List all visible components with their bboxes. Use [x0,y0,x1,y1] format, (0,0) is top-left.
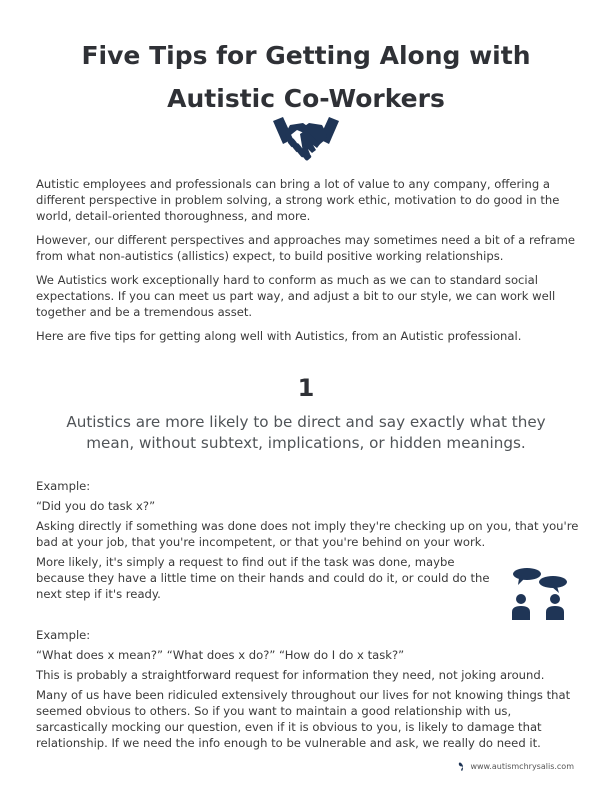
example-label: Example: [36,479,91,493]
tip-number: 1 [297,374,315,402]
page-title-line-2: Autistic Co-Workers [167,84,445,113]
intro-paragraph-2: However, our different perspectives and approaches may sometimes need a bit of a reframe from what non-autistics (allistics) expect, to build positive working relationships. [36,233,575,263]
conversation-icon [507,564,571,624]
tip-heading: Autistics are more likely to be direct and say exactly what they mean, without subtext, implications, or hidden meanings. [66,413,546,452]
example-explanation-2: More likely, it's simply a request to find out if the task was done, maybe because they have a little time on their hands and could do it, or could do the next step if it's ready. [36,555,490,601]
example-explanation: Asking directly if something was done does not imply they're checking up on you, that you're bad at your job, that you're incompetent, or that you're behind on your work. [36,519,579,549]
butterfly-icon [458,760,468,772]
tip-example-2 [36,627,584,755]
footer [458,760,574,772]
tip-example-1 [36,478,584,606]
example-explanation-2: Many of us have been ridiculed extensively throughout our lives for not knowing things that seemed obvious to others. So if you want to maintain a good relationship with us, sarcastically mocking our question, even if it is obvious to you, is likely to damage that relationship. If we need the info enough to be vulnerable and ask, we really do need it. [36,688,571,750]
page-title-line-1: Five Tips for Getting Along with [81,41,531,70]
page-title [0,34,612,120]
handshake-icon [273,117,339,165]
intro-paragraph-1: Autistic employees and professionals can bring a lot of value to any company, offering a different perspective in problem solving, a strong work ethic, motivation to do good in the world, detail-oriented thoroughness, and more. [36,177,560,223]
example-explanation: This is probably a straightforward request for information they need, not joking around. [36,668,545,682]
footer-url[interactable]: www.autismchrysalis.com [470,761,574,771]
intro-section [36,176,584,352]
intro-paragraph-4: Here are five tips for getting along well with Autistics, from an Autistic professional. [36,329,522,343]
example-quote: “Did you do task x?” [36,499,156,513]
intro-paragraph-3: We Autistics work exceptionally hard to conform as much as we can to standard social expectations. If you can meet us part way, and adjust a bit to our style, we can work well together and be a tremendous asset. [36,273,556,319]
example-label: Example: [36,628,91,642]
example-quote: “What does x mean?” “What does x do?” “How do I do x task?” [36,648,405,662]
